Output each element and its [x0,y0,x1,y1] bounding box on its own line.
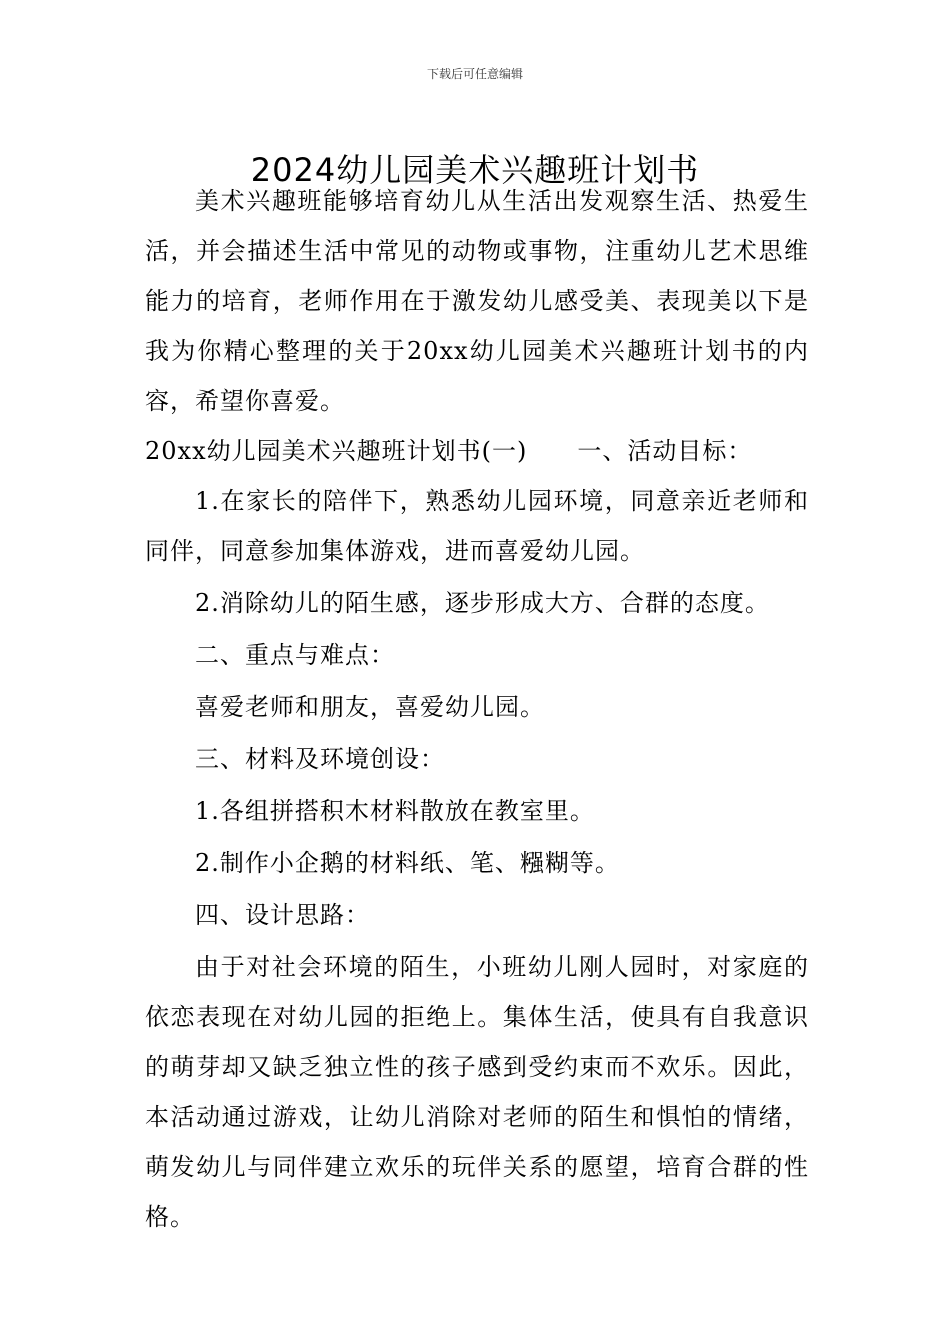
plan-subtitle-paragraph: 20xx幼儿园美术兴趣班计划书(一) 一、活动目标： [145,437,753,465]
materials-item-2: 2.制作小企鹅的材料纸、笔、糨糊等。 [195,849,620,877]
goal-item-2: 2.消除幼儿的陌生感，逐步形成大方、合群的态度。 [195,589,770,617]
header-note: 下载后可任意编辑 [426,67,523,81]
section-heading-key-points: 二、重点与难点： [195,641,395,669]
key-points-text: 喜爱老师和朋友，喜爱幼儿园。 [195,693,545,721]
goal-item-1: 1.在家长的陪伴下，熟悉幼儿园环境，同意亲近老师和同伴，同意参加集体游戏，进而喜爱幼儿园。 [145,487,809,565]
design-paragraph: 由于对社会环境的陌生，小班幼儿刚人园时，对家庭的依恋表现在对幼儿园的拒绝上。集体生活，使具有自我意识的萌芽却又缺乏独立性的孩子感到受约束而不欢乐。因此，本活动通过游戏，让幼儿消除对老师的陌生和惧怕的情绪，萌发幼儿与同伴建立欢乐的玩伴关系的愿望，培育合群的性格。 [145,953,809,1231]
intro-paragraph: 美术兴趣班能够培育幼儿从生活出发观察生活、热爱生活，并会描述生活中常见的动物或事物，注重幼儿艺术思维能力的培育，老师作用在于激发幼儿感受美、表现美以下是我为你精心整理的关于20xx幼儿园美术兴趣班计划书的内容，希望你喜爱。 [145,187,809,415]
section-heading-design: 四、设计思路： [195,901,370,929]
document-body [145,176,809,1242]
document-title: 2024幼儿园美术兴趣班计划书 [250,151,700,190]
section-heading-materials: 三、材料及环境创设： [195,745,445,773]
materials-item-1: 1.各组拼搭积木材料散放在教室里。 [195,797,595,825]
